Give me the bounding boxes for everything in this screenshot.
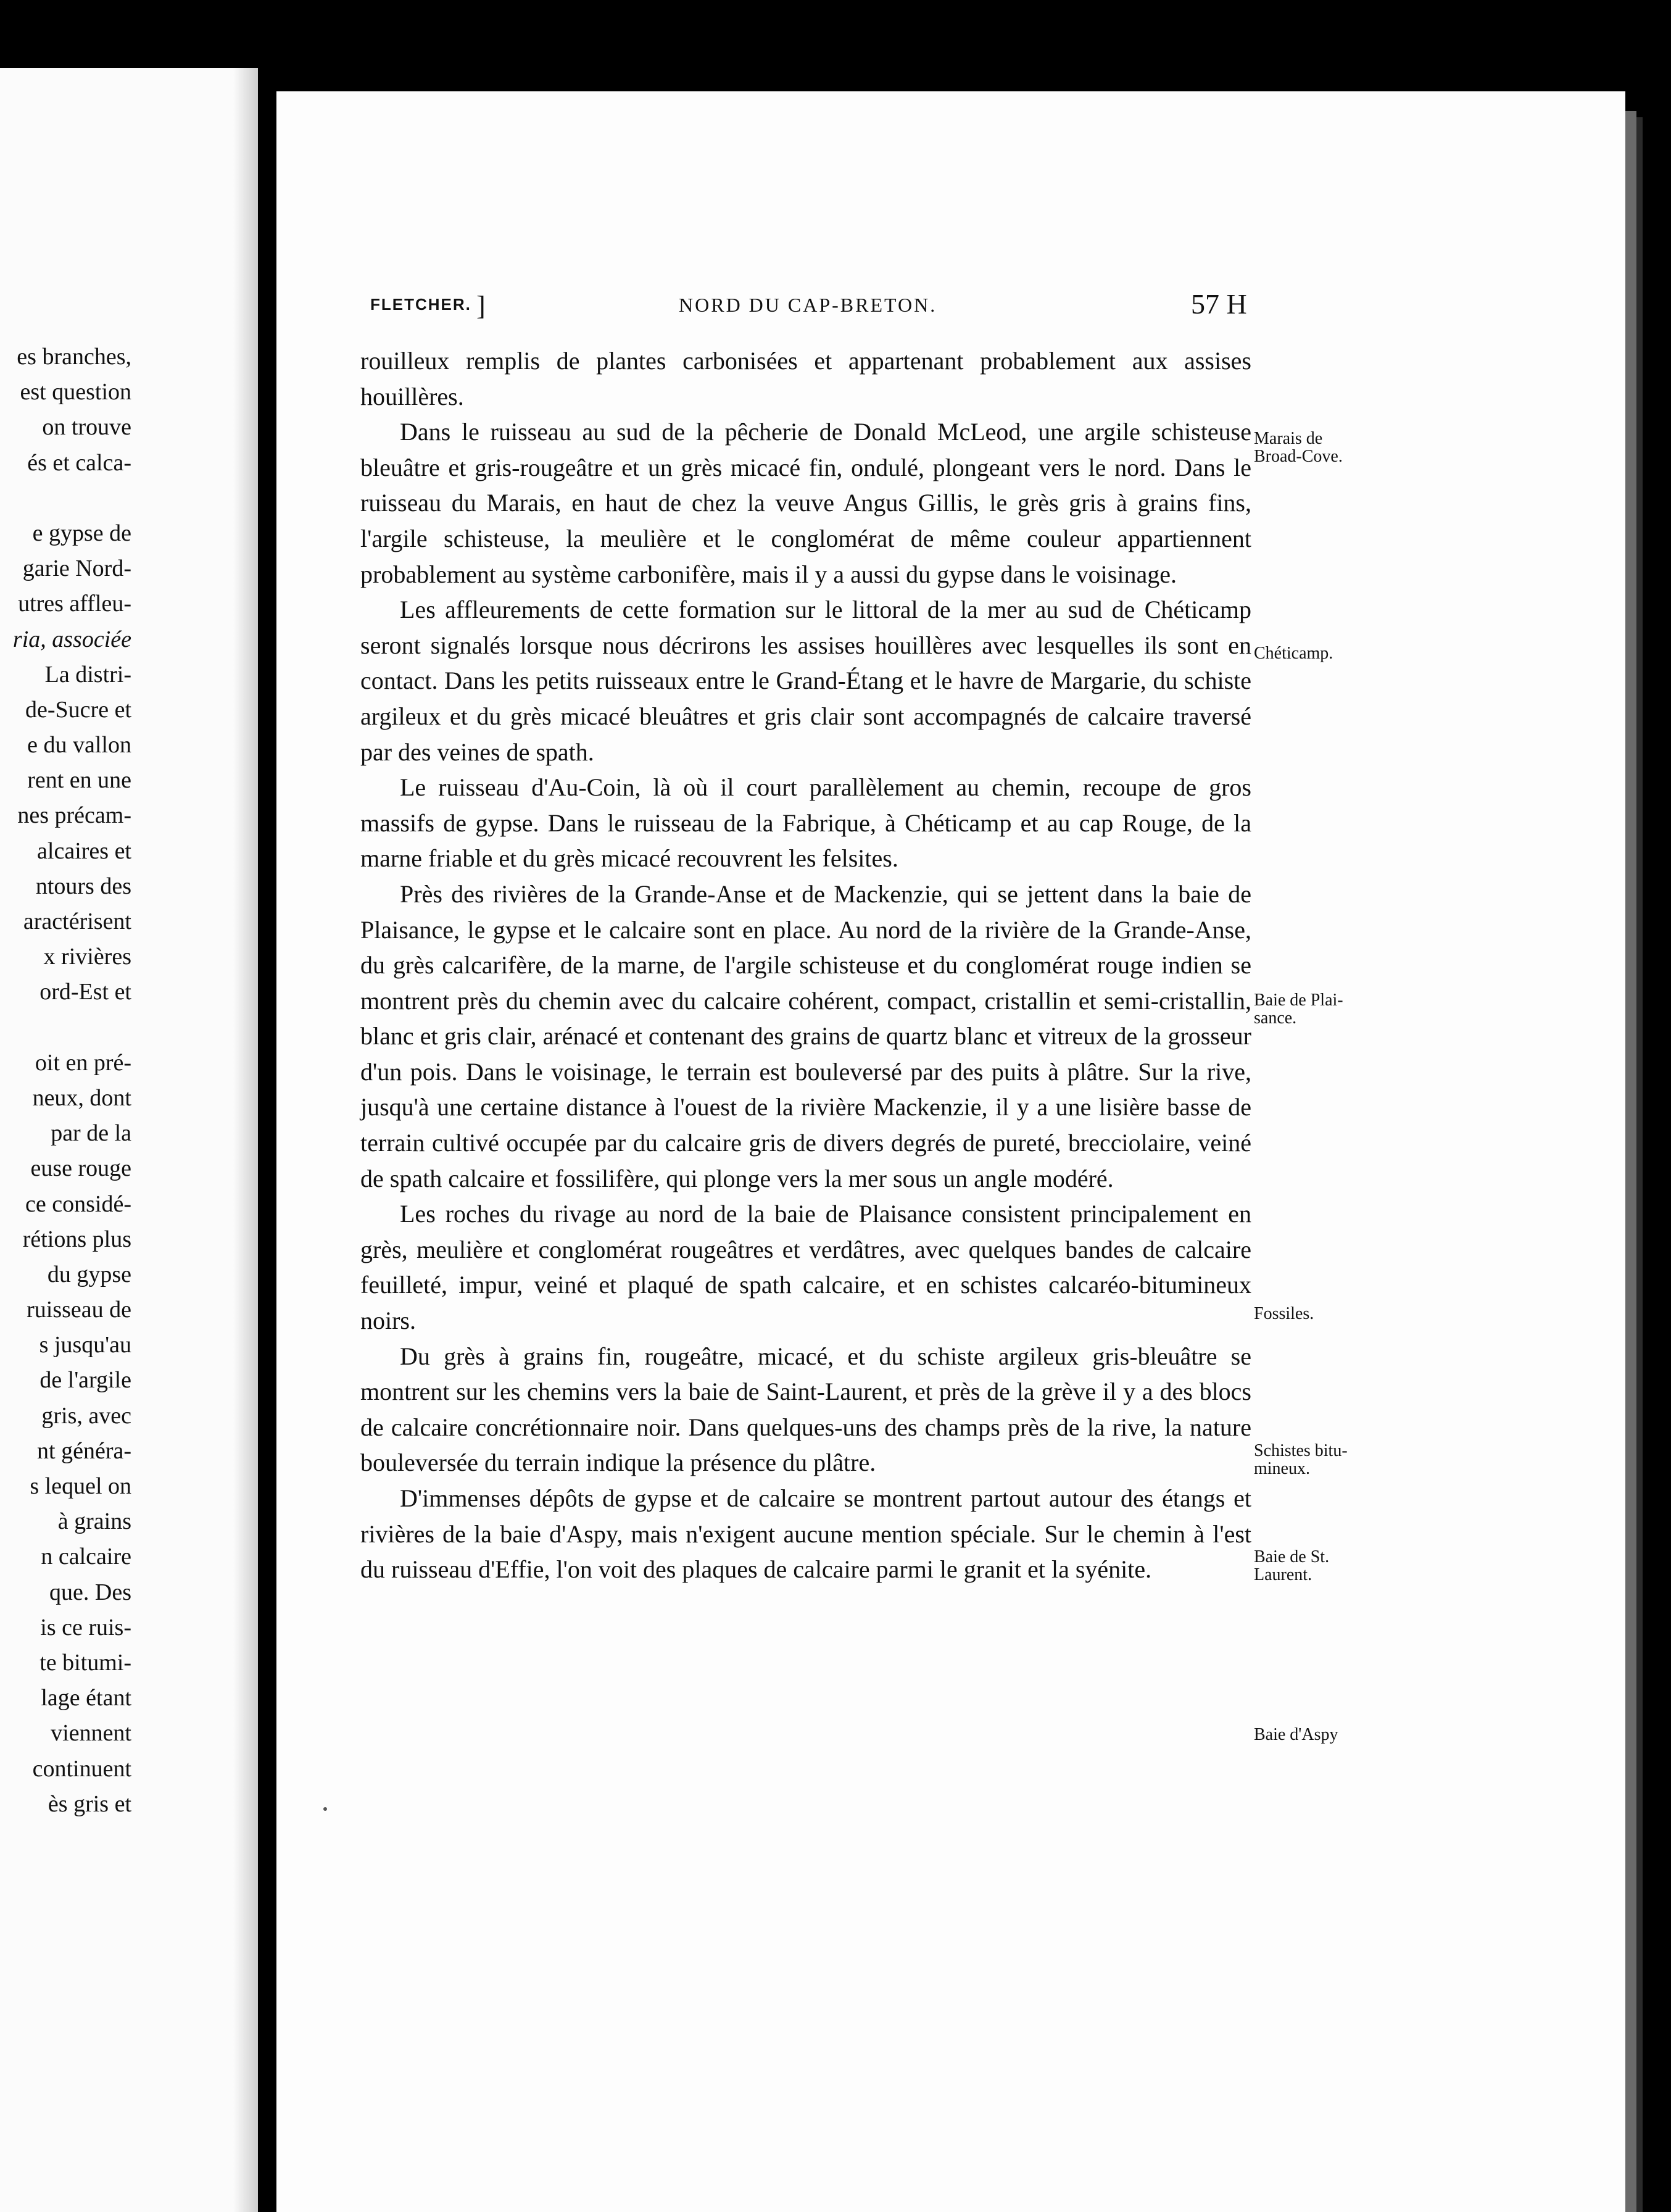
- facing-line: ord-Est et: [39, 979, 131, 1005]
- facing-line: [13, 481, 131, 516]
- paragraph: Dans le ruisseau au sud de la pêcherie de Donald McLeod, une argile schisteuse bleuâtre et gris-rougeâtre et un grès micacé fin, ondulé, plongeant vers le nord. Dans le ruisseau du Marais, en haut de chez la veuve Angus Gillis, le grès gris à grains fins, l'argile schisteuse, la meulière et le conglomérat de même couleur appartiennent probablement au système carbonifère, mais il y a aussi du gypse dans le voisinage.: [360, 418, 1251, 588]
- facing-line: euse rouge: [30, 1155, 131, 1182]
- facing-line: n calcaire: [41, 1544, 131, 1570]
- facing-line: utres affleu-: [18, 591, 131, 617]
- facing-line: ce considé-: [25, 1191, 131, 1217]
- facing-line: viennent: [51, 1720, 131, 1747]
- facing-line: te bitumi-: [39, 1649, 131, 1676]
- facing-line: que. Des: [49, 1579, 131, 1605]
- facing-line: par de la: [51, 1120, 131, 1147]
- facing-line: e gypse de: [32, 520, 131, 546]
- header-bracket: ]: [476, 291, 486, 321]
- facing-line: ntours des: [35, 873, 131, 899]
- body-text: [360, 343, 1251, 1587]
- paragraph: Les roches du rivage au nord de la baie de Plaisance consistent principalement en grès, meulière et conglomérat rougeâtres et verdâtres, avec quelques bandes de calcaire feuilleté, impur, veiné et plaqué de spath calcaire, et en schistes calcaréo-bitumineux noirs.: [360, 1200, 1251, 1335]
- paragraph: D'immenses dépôts de gypse et de calcaire se montrent partout autour des étangs et rivières de la baie d'Aspy, mais n'exigent aucune mention spéciale. Sur le chemin à l'est du ruisseau d'Effie, l'on voit des plaques de calcaire parmi le granit et la syénite.: [360, 1484, 1251, 1584]
- facing-page: [0, 68, 258, 2212]
- facing-line: à grains: [57, 1508, 131, 1535]
- facing-line: rent en une: [27, 767, 131, 794]
- facing-line: is ce ruis-: [40, 1614, 131, 1640]
- margin-note-schistes: Schistes bitu- mineux.: [1254, 1441, 1348, 1478]
- margin-note-aspy: Baie d'Aspy: [1254, 1725, 1338, 1744]
- facing-line: alcaires et: [37, 838, 131, 864]
- header-title: NORD DU CAP-BRETON.: [679, 294, 937, 316]
- paragraph: Les affleurements de cette formation sur le littoral de la mer au sud de Chéticamp seront signalés lorsque nous décrirons les assises houillères avec lesquelles ils sont en contact. Dans les petits ruisseaux entre le Grand-Étang et le havre de Margarie, du schiste argileux et du grès micacé bleuâtres et gris clair sont accompagnés de calcaire traversé par des veines de spath.: [360, 596, 1251, 766]
- facing-line: x rivières: [43, 944, 131, 970]
- facing-line: [13, 1010, 131, 1046]
- facing-line: és et calca-: [27, 449, 131, 476]
- facing-line: rétions plus: [22, 1226, 131, 1252]
- margin-note-broad-cove: Marais de Broad-Cove.: [1254, 429, 1343, 466]
- page-number: 57 H: [1191, 288, 1247, 320]
- margin-note-fossiles: Fossiles.: [1254, 1304, 1314, 1323]
- facing-line: nes précam-: [17, 802, 131, 829]
- page-edge: [1625, 111, 1636, 2212]
- paragraph: Le ruisseau d'Au-Coin, là où il court parallèlement au chemin, recoupe de gros massifs de gypse. Dans le ruisseau de la Fabrique, à Chéticamp et au cap Rouge, de la marne friable et du grès micacé recouvrent les felsites.: [360, 773, 1251, 873]
- margin-note-cheticamp: Chéticamp.: [1254, 644, 1333, 663]
- facing-line: lage étant: [41, 1685, 131, 1711]
- facing-line: ria, associée: [12, 626, 131, 652]
- ink-speck: [323, 1807, 327, 1811]
- page-edge-shadow: [1636, 117, 1643, 2212]
- facing-line: e du vallon: [27, 732, 131, 759]
- paragraph: rouilleux remplis de plantes carbonisées et appartenant probablement aux assises houillères.: [360, 347, 1251, 410]
- facing-line: s jusqu'au: [39, 1332, 131, 1358]
- facing-line: de l'argile: [39, 1367, 131, 1394]
- gutter-shadow: [233, 68, 258, 2212]
- paragraph: Près des rivières de la Grande-Anse et de Mackenzie, qui se jettent dans la baie de Plaisance, le gypse et le calcaire sont en place. Au nord de la rivière de la Grande-Anse, du grès calcarifère, de la marne, de l'argile schisteuse et du conglomérat rouge indien se montrent près du chemin avec du calcaire cohérent, compact, cristallin et semi-cristallin, blanc et gris clair, arénacé et contenant des grains de quartz blanc et vitreux de la grosseur d'un pois. Dans le voisinage, le terrain est bouleversé par des puits à plâtre. Sur la rive, jusqu'à une certaine distance à l'ouest de la rivière Mackenzie, il y a une lisière basse de terrain cultivé occupée par du calcaire gris de divers degrés de pureté, brecciolaire, veiné de spath calcaire et fossilifère, qui plonge vers la mer sous un angle modéré.: [360, 879, 1251, 1192]
- header-author: FLETCHER.: [370, 295, 471, 314]
- facing-line: est question: [20, 379, 131, 405]
- facing-line: es branches,: [17, 344, 131, 370]
- paragraph: Du grès à grains fin, rougeâtre, micacé, et du schiste argileux gris-bleuâtre se montrent sur les chemins vers la baie de Saint-Laurent, et près de la grève il y a des blocs de calcaire concrétionnaire noir. Dans quelques-uns des champs près de la rive, la nature bouleversée du terrain indique la présence du plâtre.: [360, 1342, 1251, 1477]
- facing-line: gris, avec: [41, 1402, 131, 1429]
- facing-line: La distri-: [44, 661, 131, 688]
- facing-line: de-Sucre et: [25, 696, 131, 723]
- facing-page-text: [13, 339, 131, 1822]
- facing-line: ès gris et: [48, 1790, 131, 1817]
- running-header: [370, 288, 1259, 326]
- facing-line: oit en pré-: [35, 1049, 131, 1076]
- facing-line: garie Nord-: [22, 555, 131, 582]
- margin-note-saint-laurent: Baie de St. Laurent.: [1254, 1547, 1330, 1584]
- margin-note-baie-plaisance: Baie de Plai- sance.: [1254, 991, 1343, 1028]
- facing-line: aractérisent: [23, 908, 131, 934]
- facing-line: s lequel on: [30, 1473, 131, 1499]
- facing-line: ruisseau de: [27, 1297, 131, 1323]
- facing-line: on trouve: [42, 414, 131, 441]
- facing-line: nt généra-: [37, 1437, 131, 1464]
- facing-line: continuent: [32, 1755, 131, 1782]
- facing-line: neux, dont: [32, 1084, 131, 1111]
- facing-line: du gypse: [47, 1261, 131, 1287]
